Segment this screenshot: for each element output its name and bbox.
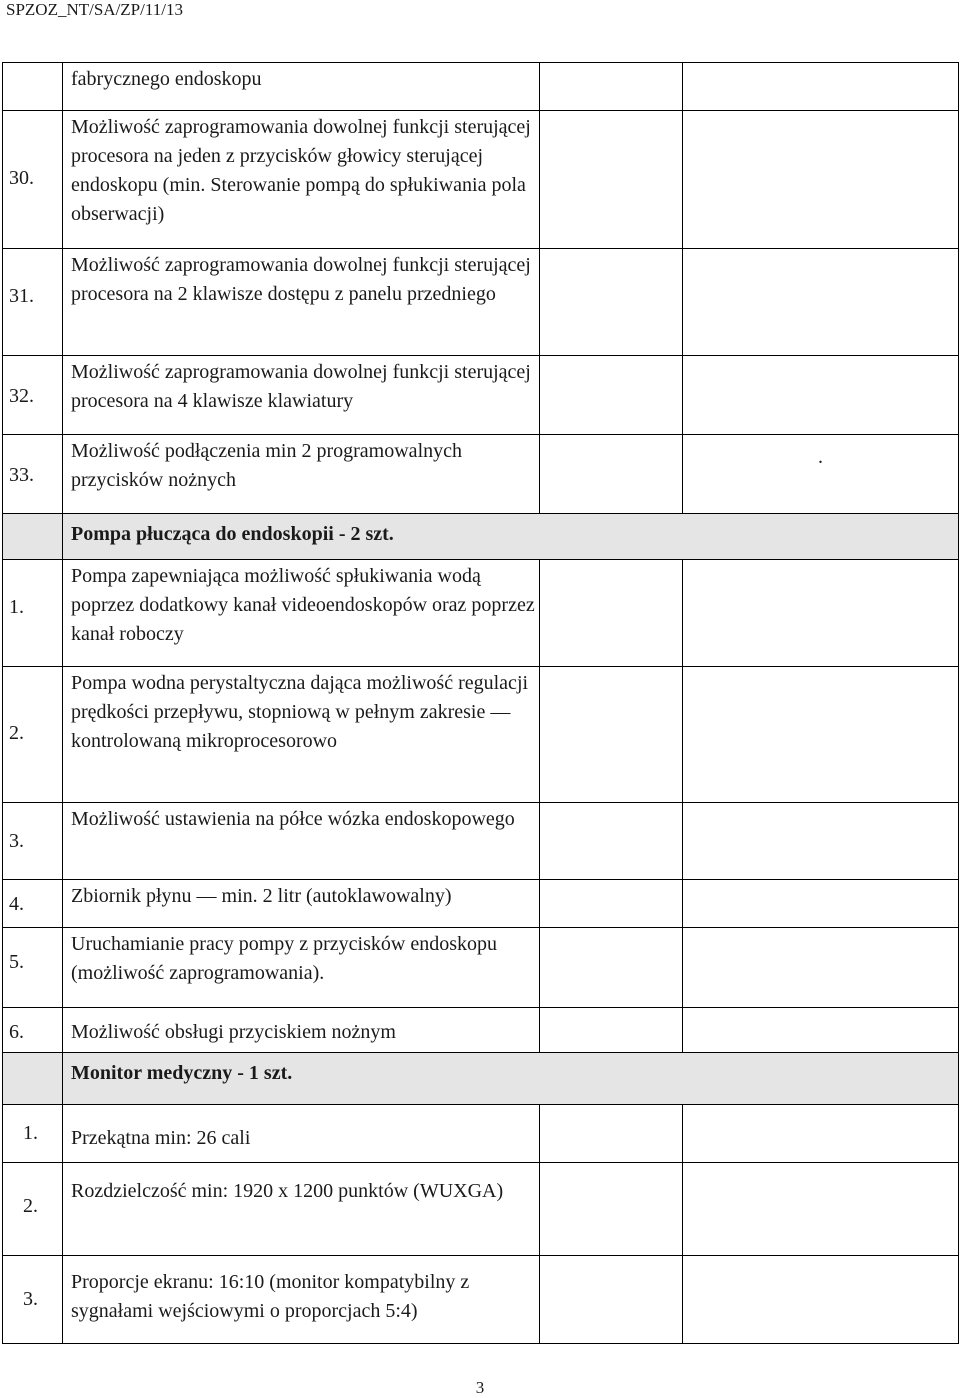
row-column-4: . xyxy=(818,446,823,468)
row-column-3 xyxy=(540,667,683,803)
specification-table xyxy=(2,62,959,1344)
table-row xyxy=(3,356,959,435)
row-description: Możliwość zaprogramowania dowolnej funkcji sterującej procesora na 2 klawisze dostępu z panelu przedniego xyxy=(63,249,540,356)
row-number: 32. xyxy=(9,385,34,407)
table-row xyxy=(3,1105,959,1163)
row-number: 2. xyxy=(23,1195,38,1217)
row-column-4 xyxy=(683,1008,959,1053)
row-number: 3. xyxy=(23,1288,38,1310)
row-column-4 xyxy=(683,1105,959,1163)
row-column-4 xyxy=(683,667,959,803)
section-header-row xyxy=(3,1053,959,1105)
row-description: Uruchamianie pracy pompy z przycisków endoskopu (możliwość zaprogramowania). xyxy=(63,928,540,1008)
row-description: fabrycznego endoskopu xyxy=(63,63,540,111)
row-number: 31. xyxy=(9,285,34,307)
row-description: Pompa wodna perystaltyczna dająca możliwość regulacji prędkości przepływu, stopniową w pełnym zakresie — kontrolowaną mikroprocesorowo xyxy=(63,667,540,803)
table-row xyxy=(3,560,959,667)
table-row xyxy=(3,249,959,356)
row-column-3 xyxy=(540,1105,683,1163)
row-column-3 xyxy=(540,249,683,356)
table-row xyxy=(3,63,959,111)
row-number: 1. xyxy=(9,596,24,618)
row-description: Możliwość zaprogramowania dowolnej funkcji sterującej procesora na jeden z przycisków głowicy sterującej endoskopu (min. Sterowanie pompą do spłukiwania pola obserwacji) xyxy=(63,111,540,249)
row-column-4 xyxy=(683,249,959,356)
row-description: Możliwość obsługi przyciskiem nożnym xyxy=(63,1008,540,1053)
row-column-3 xyxy=(540,356,683,435)
row-description: Pompa zapewniająca możliwość spłukiwania wodą poprzez dodatkowy kanał videoendoskopów oraz poprzez kanał roboczy xyxy=(63,560,540,667)
row-column-4 xyxy=(683,1163,959,1256)
row-number: 6. xyxy=(9,1021,24,1043)
row-column-4 xyxy=(683,560,959,667)
row-description: Możliwość ustawienia na półce wózka endoskopowego xyxy=(63,803,540,880)
row-column-3 xyxy=(540,803,683,880)
row-column-3 xyxy=(540,435,683,514)
row-number: 33. xyxy=(9,464,34,486)
row-column-3 xyxy=(540,880,683,928)
row-column-3 xyxy=(540,928,683,1008)
page-number: 3 xyxy=(475,1378,485,1397)
row-column-3 xyxy=(540,63,683,111)
table-row xyxy=(3,1008,959,1053)
row-column-4 xyxy=(683,1256,959,1344)
row-description: Możliwość podłączenia min 2 programowalnych przycisków nożnych xyxy=(63,435,540,514)
section-header-row xyxy=(3,514,959,560)
row-column-4 xyxy=(683,111,959,249)
row-column-3 xyxy=(540,1163,683,1256)
row-column-4 xyxy=(683,63,959,111)
table-row xyxy=(3,803,959,880)
row-description: Rozdzielczość min: 1920 x 1200 punktów (WUXGA) xyxy=(63,1163,540,1256)
section-title: Pompa płucząca do endoskopii - 2 szt. xyxy=(63,514,959,560)
table-row xyxy=(3,1256,959,1344)
row-column-4 xyxy=(683,803,959,880)
row-number: 2. xyxy=(9,722,24,744)
row-description: Możliwość zaprogramowania dowolnej funkcji sterującej procesora na 4 klawisze klawiatury xyxy=(63,356,540,435)
row-number: 1. xyxy=(23,1122,38,1144)
document-code: SPZOZ_NT/SA/ZP/11/13 xyxy=(6,0,183,19)
row-column-4 xyxy=(683,356,959,435)
row-column-4 xyxy=(683,880,959,928)
row-number: 30. xyxy=(9,167,34,189)
row-column-4 xyxy=(683,928,959,1008)
table-row xyxy=(3,1163,959,1256)
table-row xyxy=(3,880,959,928)
table-row xyxy=(3,435,959,514)
row-column-3 xyxy=(540,560,683,667)
row-column-3 xyxy=(540,1008,683,1053)
row-number xyxy=(3,63,63,111)
section-title: Monitor medyczny - 1 szt. xyxy=(63,1053,959,1105)
row-number: 5. xyxy=(9,951,24,973)
row-description: Przekątna min: 26 cali xyxy=(63,1105,540,1163)
row-column-3 xyxy=(540,1256,683,1344)
row-number: 4. xyxy=(9,893,24,915)
row-description: Proporcje ekranu: 16:10 (monitor kompatybilny z sygnałami wejściowymi o proporcjach 5:4) xyxy=(63,1256,540,1344)
row-description: Zbiornik płynu — min. 2 litr (autoklawowalny) xyxy=(63,880,540,928)
table-row xyxy=(3,667,959,803)
row-column-3 xyxy=(540,111,683,249)
row-number: 3. xyxy=(9,830,24,852)
table-row xyxy=(3,111,959,249)
table-row xyxy=(3,928,959,1008)
